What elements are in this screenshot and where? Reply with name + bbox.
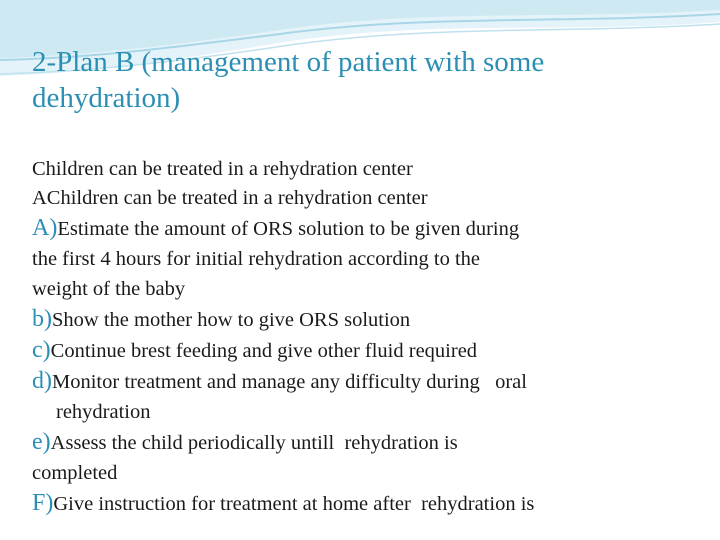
item-marker: F): [32, 490, 54, 516]
item-marker: c): [32, 337, 51, 363]
item-marker: b): [32, 306, 52, 332]
slide-title: [32, 44, 712, 116]
item-text: Give instruction for treatment at home after rehydration is: [53, 493, 535, 515]
item-text: Estimate the amount of ORS solution to be given during: [57, 218, 520, 240]
item-continuation: rehydration: [56, 401, 151, 423]
item-continuation: the first 4 hours for initial rehydration according to the: [32, 248, 481, 270]
item-continuation: completed: [32, 462, 118, 484]
item-text: Continue brest feeding and give other fluid required: [50, 340, 478, 362]
list-item-c: [32, 335, 712, 366]
list-item-e: [32, 427, 712, 488]
item-marker: e): [32, 429, 51, 455]
item-marker: A): [32, 215, 58, 241]
title-line: 2-Plan B (management of patient with some: [32, 46, 545, 78]
intro-line: Children can be treated in a rehydration center: [32, 158, 413, 180]
slide-body: [32, 155, 712, 519]
title-line: dehydration): [32, 82, 181, 114]
list-item-d: [32, 366, 712, 427]
item-continuation: weight of the baby: [32, 278, 186, 300]
intro-line: AChildren can be treated in a rehydration center: [32, 187, 428, 209]
list-item-b: [32, 304, 712, 335]
item-text: Assess the child periodically untill rehydration is: [50, 432, 458, 454]
item-text: Show the mother how to give ORS solution: [52, 309, 411, 331]
item-marker: d): [32, 368, 52, 394]
list-item-a: [32, 213, 712, 304]
list-item-f: [32, 488, 712, 519]
item-text: Monitor treatment and manage any difficulty during oral: [52, 371, 527, 393]
